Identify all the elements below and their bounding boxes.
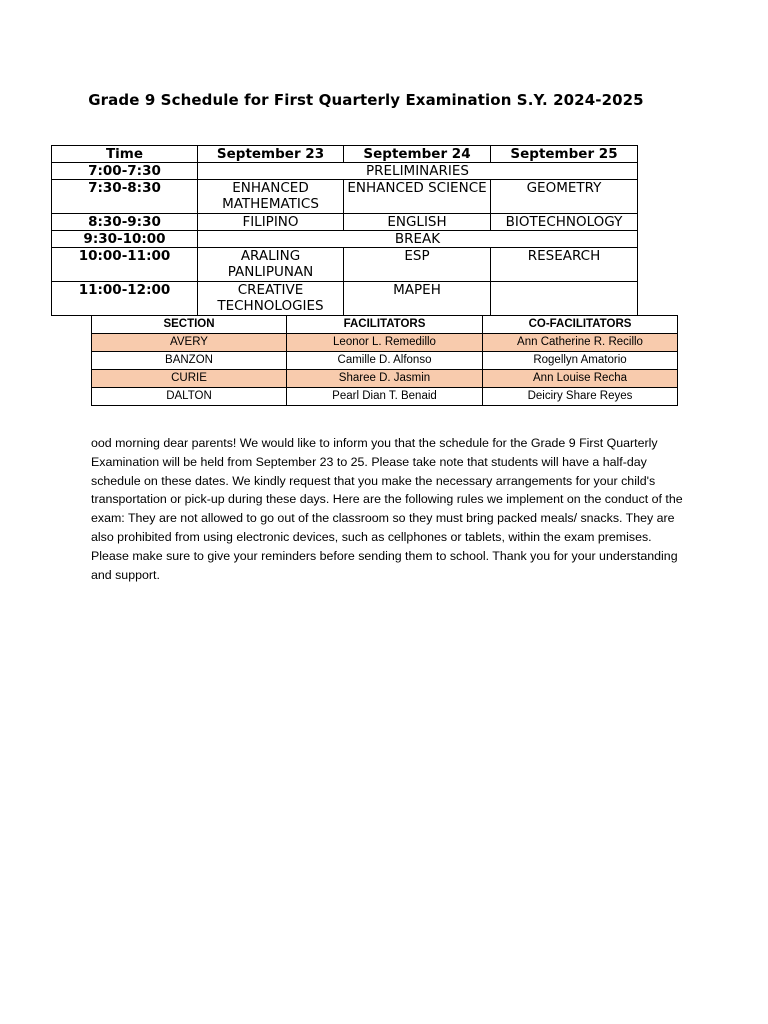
table-row [92, 388, 678, 406]
facilitators-table [91, 315, 678, 406]
time-cell: 7:30-8:30 [52, 180, 198, 214]
header-sept-25: September 25 [491, 146, 638, 163]
table-row [92, 352, 678, 370]
section-cell: AVERY [92, 334, 287, 352]
table-row [92, 370, 678, 388]
facilitator-cell: Camille D. Alfonso [287, 352, 483, 370]
co-facilitator-cell: Ann Louise Recha [483, 370, 678, 388]
facilitators-header-row [92, 316, 678, 334]
page-title: Grade 9 Schedule for First Quarterly Examination S.Y. 2024-2025 [88, 91, 644, 109]
time-cell: 10:00-11:00 [52, 248, 198, 282]
schedule-row [52, 282, 638, 316]
time-cell: 9:30-10:00 [52, 231, 198, 248]
facilitator-cell: Pearl Dian T. Benaid [287, 388, 483, 406]
header-sept-24: September 24 [344, 146, 491, 163]
co-facilitator-cell: Deiciry Share Reyes [483, 388, 678, 406]
subject-cell: ESP [344, 248, 491, 282]
header-facilitators: FACILITATORS [287, 316, 483, 334]
header-sept-23: September 23 [198, 146, 344, 163]
header-section: SECTION [92, 316, 287, 334]
time-cell: 11:00-12:00 [52, 282, 198, 316]
subject-cell: CREATIVE TECHNOLOGIES [198, 282, 344, 316]
subject-cell: ARALING PANLIPUNAN [198, 248, 344, 282]
header-co-facilitators: CO-FACILITATORS [483, 316, 678, 334]
co-facilitator-cell: Ann Catherine R. Recillo [483, 334, 678, 352]
subject-cell: RESEARCH [491, 248, 638, 282]
header-time: Time [52, 146, 198, 163]
section-cell: CURIE [92, 370, 287, 388]
section-cell: BANZON [92, 352, 287, 370]
facilitator-cell: Leonor L. Remedillo [287, 334, 483, 352]
exam-schedule-table [51, 145, 638, 316]
parent-message: ood morning dear parents! We would like to inform you that the schedule for the Grade 9 First Quarterly Examination will be held from September 23 to 25. Please take note that students will have a half-day schedule on these dates. We kindly request that you make the necessary arrangements for your child's transportation or pick-up during these days. Here are the following rules we implement on the conduct of the exam: They are not allowed to go out of the classroom so they must bring packed meals/ snacks. They are also prohibited from using electronic devices, such as cellphones or tablets, within the exam premises. Please make sure to give your reminders before sending them to school. Thank you for your understanding and support. [91, 436, 683, 582]
schedule-row [52, 214, 638, 231]
subject-cell: MAPEH [344, 282, 491, 316]
spanning-cell: PRELIMINARIES [198, 163, 638, 180]
schedule-header-row [52, 146, 638, 163]
subject-cell: BIOTECHNOLOGY [491, 214, 638, 231]
schedule-row [52, 248, 638, 282]
co-facilitator-cell: Rogellyn Amatorio [483, 352, 678, 370]
subject-cell [491, 282, 638, 316]
facilitator-cell: Sharee D. Jasmin [287, 370, 483, 388]
schedule-row [52, 231, 638, 248]
subject-cell: FILIPINO [198, 214, 344, 231]
schedule-row [52, 180, 638, 214]
table-row [92, 334, 678, 352]
subject-cell: ENHANCED MATHEMATICS [198, 180, 344, 214]
subject-cell: ENHANCED SCIENCE [344, 180, 491, 214]
subject-cell: ENGLISH [344, 214, 491, 231]
time-cell: 7:00-7:30 [52, 163, 198, 180]
subject-cell: GEOMETRY [491, 180, 638, 214]
schedule-row [52, 163, 638, 180]
time-cell: 8:30-9:30 [52, 214, 198, 231]
spanning-cell: BREAK [198, 231, 638, 248]
section-cell: DALTON [92, 388, 287, 406]
